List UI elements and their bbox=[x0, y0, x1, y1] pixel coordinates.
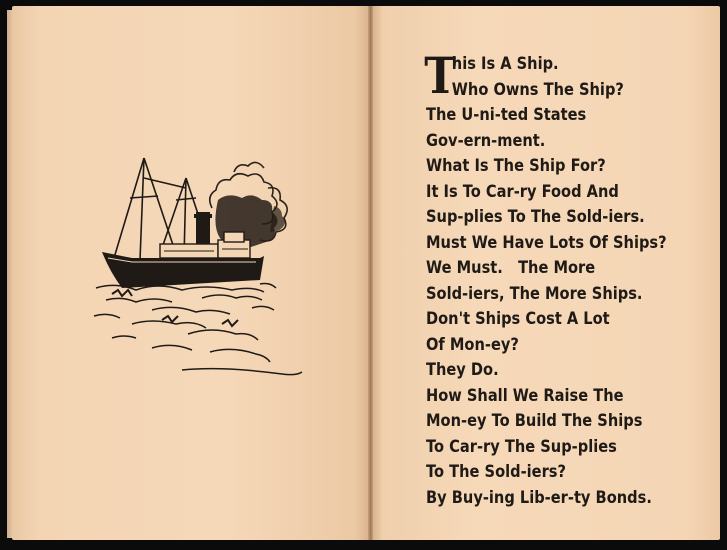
text-line: The U-ni-ted States bbox=[426, 105, 587, 125]
text-line: Gov-ern-ment. bbox=[426, 130, 546, 151]
text-line: Mon-ey To Build The Ships bbox=[426, 411, 643, 431]
poem-text bbox=[424, 46, 675, 511]
text-line: Must We Have Lots Of Ships? bbox=[426, 232, 667, 253]
text-line: Sup-plies To The Sold-iers. bbox=[426, 207, 645, 227]
text-line: Who Owns The Ship? bbox=[451, 79, 624, 100]
first-line-text: his Is A Ship. bbox=[451, 54, 559, 74]
text-line: By Buy-ing Lib-er-ty Bonds. bbox=[426, 487, 652, 508]
text-line: To The Sold-iers? bbox=[426, 462, 566, 482]
drop-cap-letter: T bbox=[424, 46, 457, 105]
book-gutter bbox=[368, 6, 373, 540]
text-line: What Is The Ship For? bbox=[426, 156, 606, 176]
text-line: We Must. The More bbox=[426, 258, 596, 278]
text-line: Don't Ships Cost A Lot bbox=[426, 309, 610, 329]
ship-illustration bbox=[92, 148, 312, 380]
text-line: It Is To Car-ry Food And bbox=[426, 181, 619, 202]
text-line: Sold-iers, The More Ships. bbox=[426, 283, 643, 304]
text-line: They Do. bbox=[426, 360, 499, 380]
text-line: Of Mon-ey? bbox=[426, 334, 519, 355]
text-line: To Car-ry The Sup-plies bbox=[426, 436, 617, 457]
text-line: How Shall We Raise The bbox=[426, 385, 624, 406]
